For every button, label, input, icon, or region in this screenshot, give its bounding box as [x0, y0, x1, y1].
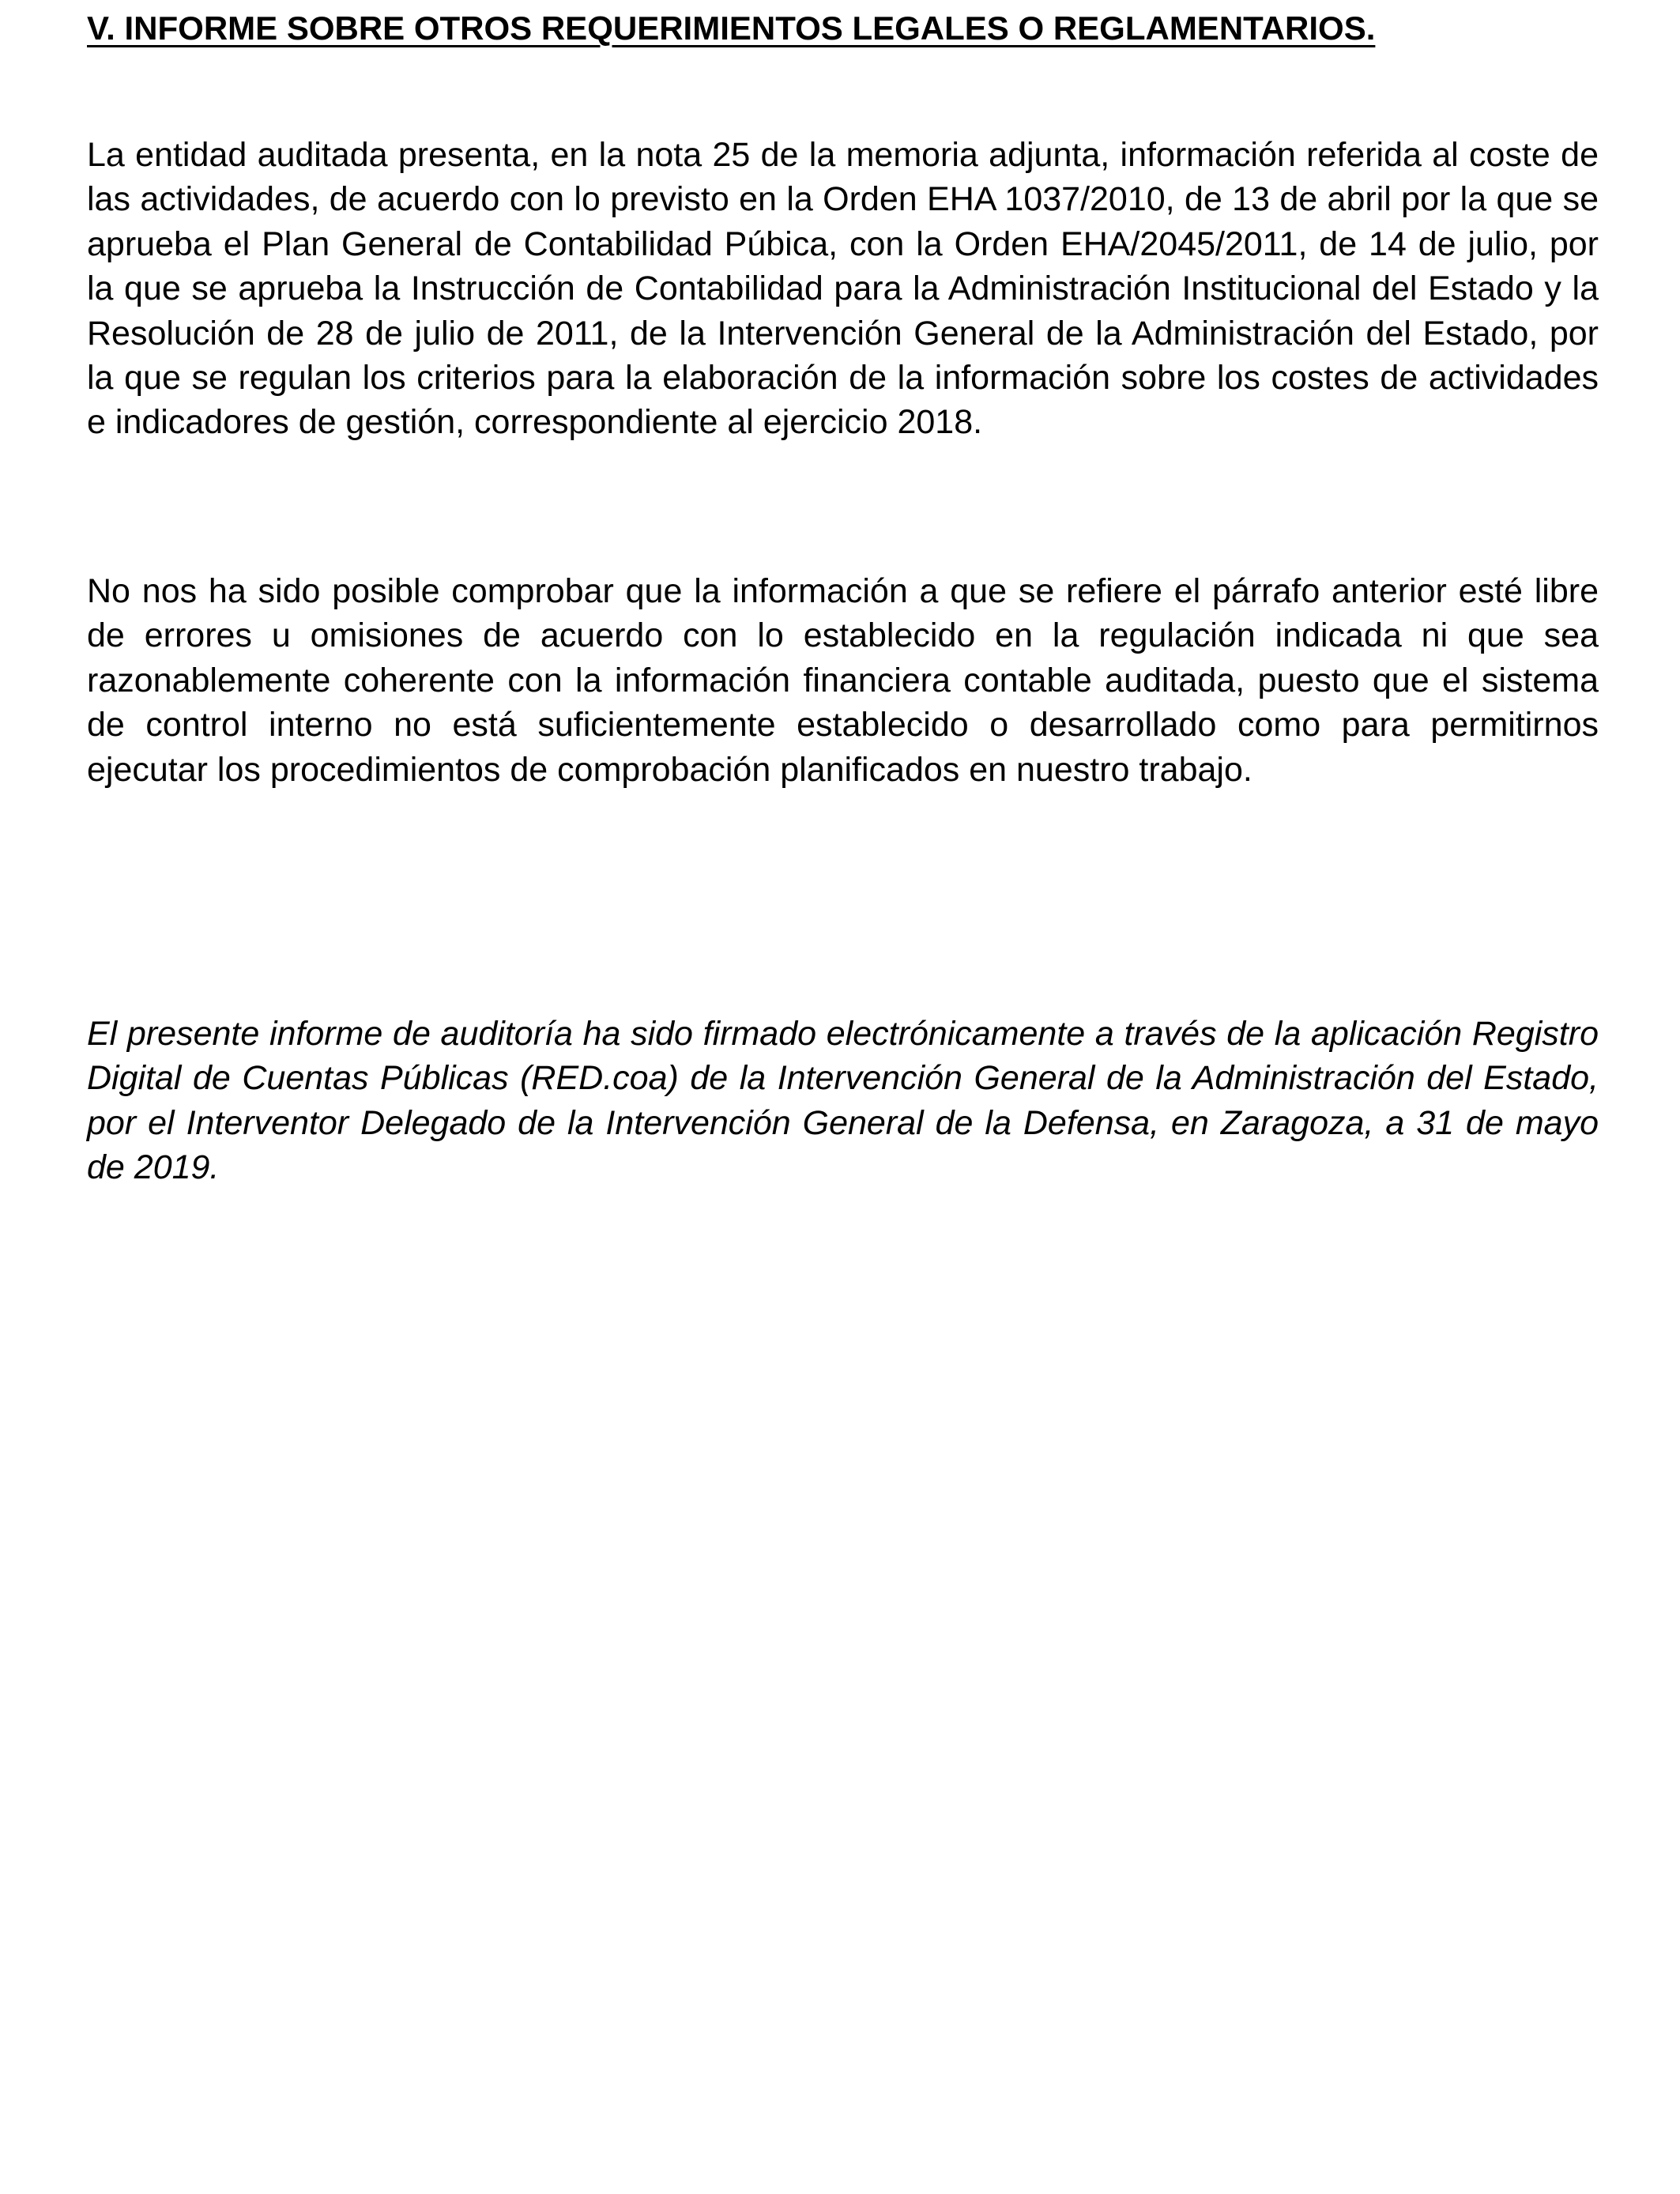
paragraph-cost-information: La entidad auditada presenta, en la nota 25 de la memoria adjunta, información referida al coste de las actividades, de acuerdo con lo previsto en la Orden EHA 1037/2010, de 13 de abril por la que se aprueba el Plan General de Contabilidad Púbica, con la Orden EHA/2045/2011, de 14 de julio, por la que se aprueba la Instrucción de Contabilidad para la Administración Institucional del Estado y la Resolución de 28 de julio de 2011, de la Intervención General de la Administración del Estado, por la que se regulan los criterios para la elaboración de la información sobre los costes de actividades e indicadores de gestión, correspondiente al ejercicio 2018. [87, 136, 1599, 442]
section-heading: V. INFORME SOBRE OTROS REQUERIMIENTOS LEGALES O REGLAMENTARIOS. [87, 9, 1376, 47]
signature-note: El presente informe de auditoría ha sido firmado electrónicamente a través de la aplicación Registro Digital de Cuentas Públicas (RED.coa) de la Intervención General de la Administración del Estado, por el Interventor Delegado de la Intervención General de la Defensa, en Zaragoza, a 31 de mayo de 2019. [87, 1015, 1599, 1187]
paragraph-verification-limitation: No nos ha sido posible comprobar que la información a que se refiere el párrafo anterior esté libre de errores u omisiones de acuerdo con lo establecido en la regulación indicada ni que sea razonablemente coherente con la información financiera contable auditada, puesto que el sistema de control interno no está suficientemente establecido o desarrollado como para permitirnos ejecutar los procedimientos de comprobación planificados en nuestro trabajo. [87, 572, 1599, 789]
